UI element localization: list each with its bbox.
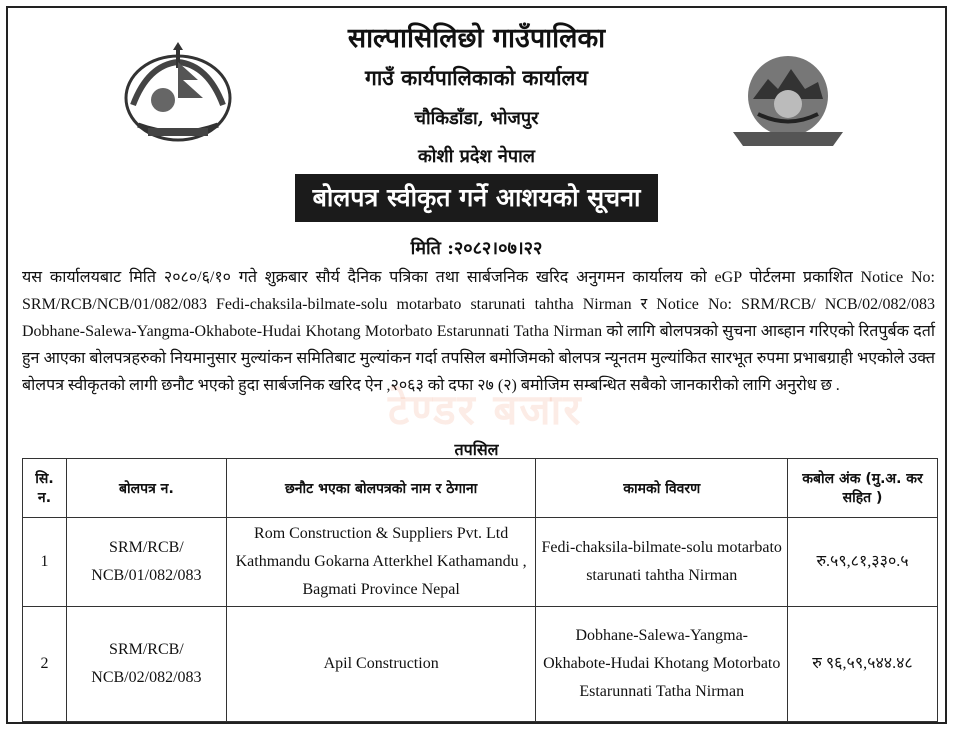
- notice-body: यस कार्यालयबाट मिति २०८०/६/१० गते शुक्रबार सौर्य दैनिक पत्रिका तथा सार्बजनिक खरिद अनुगमन कार्यालय को eGP पोर्टलमा प्रकाशित Notice No: SRM/RCB/NCB/01/082/083 Fedi-chaksila-bilmate-solu motarbato starunati tahtha Nirman र Notice No: SRM/RCB/ NCB/02/082/083 Dobhane-Salewa-Yangma-Okhabote-Hudai Khotang Motorbato Estarunnati Tatha Nirman को लागि बोलपत्रको सुचना आब्हान गरिएको रितपुर्बक दर्ता हुन आएका बोलपत्रहरुको नियमानुसार मुल्यांकन समितिबाट मुल्यांकन गर्दा तपसिल बमोजिमको बोलपत्र न्यूनतम मुल्यांकित सारभूत रुपमा प्रभाबग्राही भएकोले उक्त बोलपत्र स्वीकृतको लागी छनौट भएको हुदा सार्बजनिक खरिद ऐन ,२०६३ को दफा २७ (२) बमोजिम सम्बन्धित सबैको जानकारीको लागि अनुरोध छ .: [22, 269, 935, 394]
- office-address: चौकिडाँडा, भोजपुर: [414, 108, 539, 129]
- details-table: [22, 458, 938, 722]
- watermark: टेण्डर बजार: [388, 385, 583, 434]
- notice-document: [6, 6, 947, 724]
- table-row: [23, 518, 938, 607]
- province-name: कोशी प्रदेश नेपाल: [417, 146, 536, 167]
- notice-date: मिति :२०८२।०७।२२: [410, 238, 543, 259]
- cell-bidder: Rom Construction & Suppliers Pvt. Ltd Kathmandu Gokarna Atterkhel Kathamandu , Bagmati Province Nepal: [226, 518, 536, 607]
- table-header-row: [23, 459, 938, 518]
- letterhead: [8, 8, 945, 259]
- cell-work: Dobhane-Salewa-Yangma- Okhabote-Hudai Khotang Motorbato Estarunnati Tatha Nirman: [536, 607, 788, 722]
- table-title: तपसिल: [454, 440, 499, 459]
- cell-bidder: Apil Construction: [226, 607, 536, 722]
- notice-title-banner: बोलपत्र स्वीकृत गर्ने आशयको सूचना: [295, 174, 659, 222]
- cell-sn: 2: [23, 607, 67, 722]
- col-header-bidder: छनौट भएका बोलपत्रको नाम र ठेगाना: [226, 459, 536, 518]
- col-header-work: कामको विवरण: [536, 459, 788, 518]
- cell-amount: रु ९६,५९,५४४.४८: [788, 607, 938, 722]
- col-header-amount: कबोल अंक (मु.अ. कर सहित ): [788, 459, 938, 518]
- cell-bid-no: SRM/RCB/ NCB/01/082/083: [66, 518, 226, 607]
- municipality-name: साल्पासिलिछो गाउँपालिका: [347, 23, 606, 54]
- cell-amount: रु.५९,८१,३३०.५: [788, 518, 938, 607]
- table-row: [23, 607, 938, 722]
- col-header-bid-no: बोलपत्र न.: [66, 459, 226, 518]
- nepal-emblem-icon: [118, 40, 238, 150]
- municipality-seal-icon: [723, 44, 853, 154]
- col-header-sn: सि. न.: [23, 459, 67, 518]
- cell-sn: 1: [23, 518, 67, 607]
- cell-bid-no: SRM/RCB/ NCB/02/082/083: [66, 607, 226, 722]
- office-name: गाउँ कार्यपालिकाको कार्यालय: [365, 65, 588, 90]
- cell-work: Fedi-chaksila-bilmate-solu motarbato starunati tahtha Nirman: [536, 518, 788, 607]
